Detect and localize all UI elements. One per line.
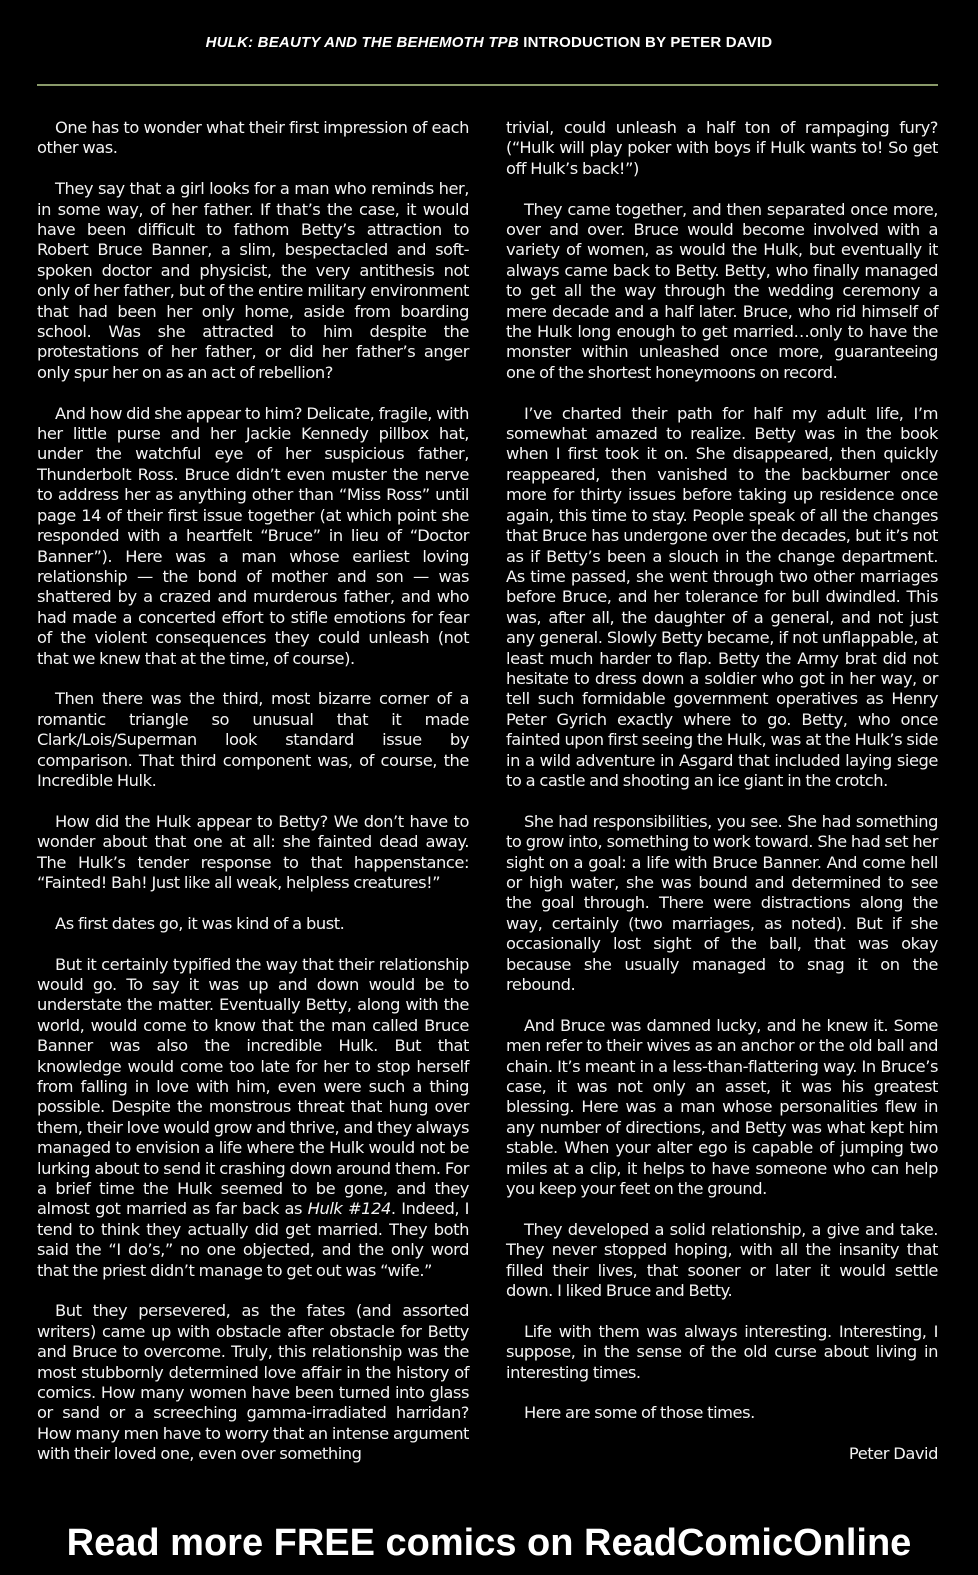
paragraph: How did the Hulk appear to Betty? We don’t have to wonder about that one at all: she fainted dead away. The Hulk’s tender response to that happenstance: “Fainted! Bah! Just like all weak, helpless creatures!” bbox=[37, 811, 469, 892]
paragraph: Here are some of those times. bbox=[524, 1403, 755, 1423]
paragraph: One has to wonder what their first impression of each other was. bbox=[37, 118, 469, 158]
header-divider bbox=[37, 84, 938, 86]
page-header bbox=[0, 34, 978, 51]
paragraph: But they persevered, as the fates (and assorted writers) came up with obstacle after obstacle for Betty and Bruce to overcome. Truly, this relationship was the most stubbornly determined love affair in the history of comics. How many women have been turned into glass or sand or a screeching gamma-irradiated harridan? How many men have to worry that an intense argument with their loved one, even over something bbox=[37, 1301, 469, 1464]
paragraph: They say that a girl looks for a man who reminds her, in some way, of her father. If that’s the case, it would have been difficult to fathom Betty’s attraction to Robert Bruce Banner, a slim, bespectacled and soft-spoken doctor and physicist, the very antithesis not only of her father, but of the entire military environment that had been her only home, aside from boarding school. Was she attracted to him despite the protestations of her father, or did her father’s anger only spur her on as an act of rebellion? bbox=[37, 179, 469, 382]
book-title: HULK: BEAUTY AND THE BEHEMOTH TPB bbox=[205, 34, 519, 51]
article-column-right bbox=[506, 118, 938, 1485]
paragraph: Life with them was always interesting. Interesting, I suppose, in the sense of the old curse about living in interesting times. bbox=[506, 1321, 938, 1382]
paragraph: They came together, and then separated once more, over and over. Bruce would become involved with a variety of women, as would the Hulk, but eventually it always came back to Betty. Betty, who finally managed to get all the way through the wedding ceremony a mere decade and a half later. Bruce, who rid himself of the Hulk long enough to get married…only to have the monster within unleashed once more, guaranteeing one of the shortest honeymoons on record. bbox=[506, 199, 938, 382]
paragraph-text: . Indeed, I tend to think they actually did get married. They both said the “I do’s,” no one objected, and the only word that the priest didn’t manage to get out was “wife.” bbox=[37, 1199, 470, 1280]
paragraph: She had responsibilities, you see. She had something to grow into, something to work toward. She had set her sight on a goal: a life with Bruce Banner. And come hell or high water, she was bound and determined to see the goal through. There were distractions along the way, certainly (two marriages, as noted). But if she occasionally lost sight of the ball, that was okay because she usually managed to snag it on the rebound. bbox=[506, 811, 938, 995]
paragraph: I’ve charted their path for half my adult life, I’m somewhat amazed to realize. Betty was in the book when I first took it on. She disappeared, then quickly reappeared, then vanished to the backburner once more for thirty issues before taking up residence once again, this time to stay. People speak of all the changes that Bruce has undergone over the decades, but it’s not as if Betty’s been a slouch in the change department. As time passed, she went through two other marriages before Bruce, and her tolerance for bull dwindled. This was, after all, the daughter of a general, and not just any general. Slowly Betty became, if not unflappable, at least much harder to flap. Betty the Army brat did not hesitate to dress down a soldier who got in her way, or tell such formidable government operatives as Henry Peter Gyrich exactly where to go. Betty, who once fainted upon first seeing the Hulk, was at the Hulk’s side in a wild adventure in Asgard that included laying siege to a castle and shooting an ice giant in the crotch. bbox=[506, 403, 938, 790]
paragraph: As first dates go, it was kind of a bust. bbox=[55, 913, 345, 933]
paragraph: And Bruce was damned lucky, and he knew it. Some men refer to their wives as an anchor or the old ball and chain. It’s meant in a less-than-flattering way. In Bruce’s case, it was not only an asset, it was his greatest blessing. Here was a man whose personalities flew in any number of directions, and Betty was what kept him stable. When your alter ego is capable of jumping two miles at a clip, it helps to have someone who can help you keep your feet on the ground. bbox=[506, 1015, 938, 1199]
paragraph: And how did she appear to him? Delicate, fragile, with her little purse and her Jackie Kennedy pillbox hat, under the watchful eye of her suspicious father, Thunderbolt Ross. Bruce didn’t even muster the nerve to address her as anything other than “Miss Ross” until page 14 of their first issue together (at which point she responded with a heartfelt “Bruce” in lieu of “Doctor Banner”). Here was a man whose earliest loving relationship — the bond of mother and son — was shattered by a crazed and murderous father, and who had made a concerted effort to stifle emotions for fear of the violent consequences they could unleash (not that we knew that at the time, of course). bbox=[37, 403, 469, 668]
author-signature: Peter David bbox=[848, 1444, 938, 1464]
paragraph bbox=[37, 955, 469, 1282]
article-column-left bbox=[37, 118, 469, 1485]
paragraph: They developed a solid relationship, a give and take. They never stopped hoping, with all the insanity that filled their lives, that sooner or later it would settle down. I liked Bruce and Betty. bbox=[506, 1219, 938, 1301]
issue-title: Hulk #124 bbox=[307, 1199, 391, 1219]
paragraph: Then there was the third, most bizarre corner of a romantic triangle so unusual that it made Clark/Lois/Superman look standard issue by comparison. That third component was, of course, the Incredible Hulk. bbox=[37, 689, 469, 790]
promo-banner: Read more FREE comics on ReadComicOnline bbox=[0, 1518, 978, 1568]
paragraph-text: But it certainly typified the way that their relationship would go. To say it was up and down would be to understate the matter. Eventually Betty, along with the world, would come to know that the man called Bruce Banner was also the incredible Hulk. But that knowledge would come too late for her to stop herself from falling in love with him, even were such a thing possible. Despite the monstrous threat that hung over them, their love would grow and thrive, and they always managed to envision a life where the Hulk would not be lurking about to send it crashing down around them. For a brief time the Hulk seemed to be gone, and they almost got married as far back as bbox=[37, 954, 469, 1219]
header-subtitle: INTRODUCTION BY PETER DAVID bbox=[518, 34, 773, 51]
paragraph-continued: trivial, could unleash a half ton of rampaging fury? (“Hulk will play poker with boys if Hulk wants to! So get off Hulk’s back!”) bbox=[506, 118, 938, 178]
